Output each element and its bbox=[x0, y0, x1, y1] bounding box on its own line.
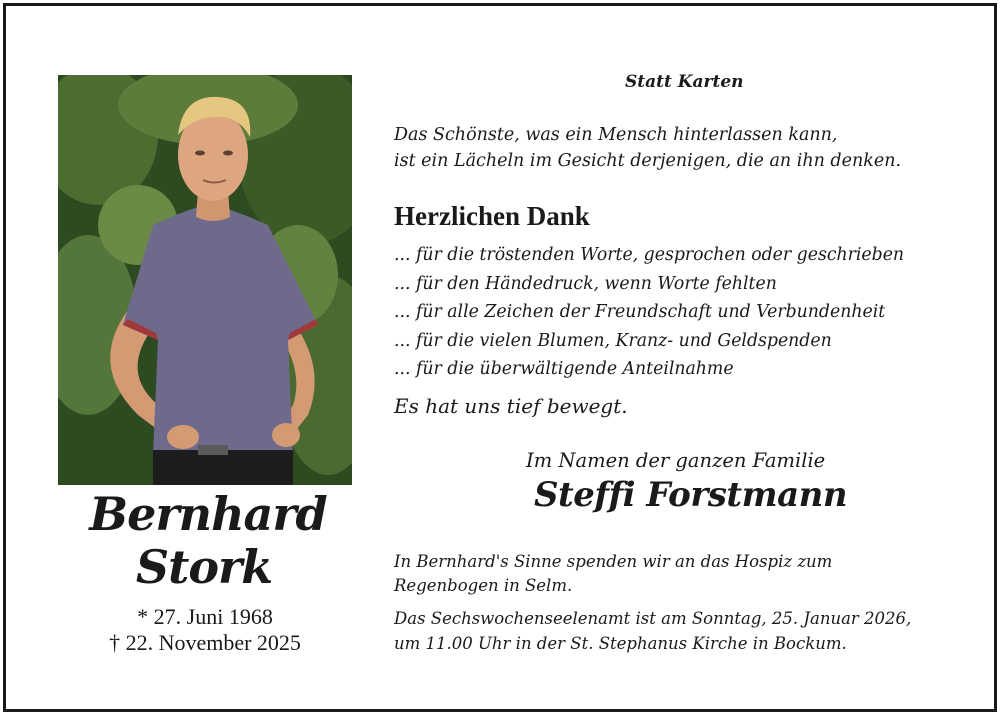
thanks-item: ... für alle Zeichen der Freundschaft und Verbundenheit bbox=[394, 302, 886, 322]
family-intro: Im Namen der ganzen Familie bbox=[526, 449, 826, 472]
quote-line-1: Das Schönste, was ein Mensch hinterlassen kann, bbox=[394, 125, 838, 145]
thanks-item: ... für die vielen Blumen, Kranz- und Geldspenden bbox=[394, 330, 832, 351]
thanks-closing: Es hat uns tief bewegt. bbox=[394, 394, 628, 418]
death-date: † 22. November 2025 bbox=[109, 630, 301, 655]
deceased-first-name: Bernhard bbox=[89, 487, 327, 541]
portrait-photo bbox=[58, 75, 352, 485]
family-signatory: Steffi Forstmann bbox=[534, 475, 848, 515]
thanks-item: ... für die überwältigende Anteilnahme bbox=[394, 359, 734, 379]
thanks-title: Herzlichen Dank bbox=[394, 201, 590, 231]
thanks-item: ... für den Händedruck, wenn Worte fehlten bbox=[394, 273, 777, 294]
donation-line-2: Regenbogen in Selm. bbox=[394, 576, 573, 595]
service-line-1: Das Sechswochenseelenamt ist am Sonntag, 25. Januar 2026, bbox=[394, 609, 912, 628]
thanks-list bbox=[394, 241, 904, 384]
thanks-item: ... für die tröstenden Worte, gesprochen oder geschrieben bbox=[394, 245, 905, 265]
quote-line-2: ist ein Lächeln im Gesicht derjenigen, die an ihn denken. bbox=[394, 151, 902, 171]
service-line-2: um 11.00 Uhr in der St. Stephanus Kirche in Bockum. bbox=[394, 634, 847, 653]
birth-date: * 27. Juni 1968 bbox=[137, 604, 273, 629]
header-statt-karten: Statt Karten bbox=[625, 72, 744, 92]
deceased-last-name: Stork bbox=[135, 540, 273, 594]
donation-line-1: In Bernhard's Sinne spenden wir an das Hospiz zum bbox=[394, 552, 833, 571]
